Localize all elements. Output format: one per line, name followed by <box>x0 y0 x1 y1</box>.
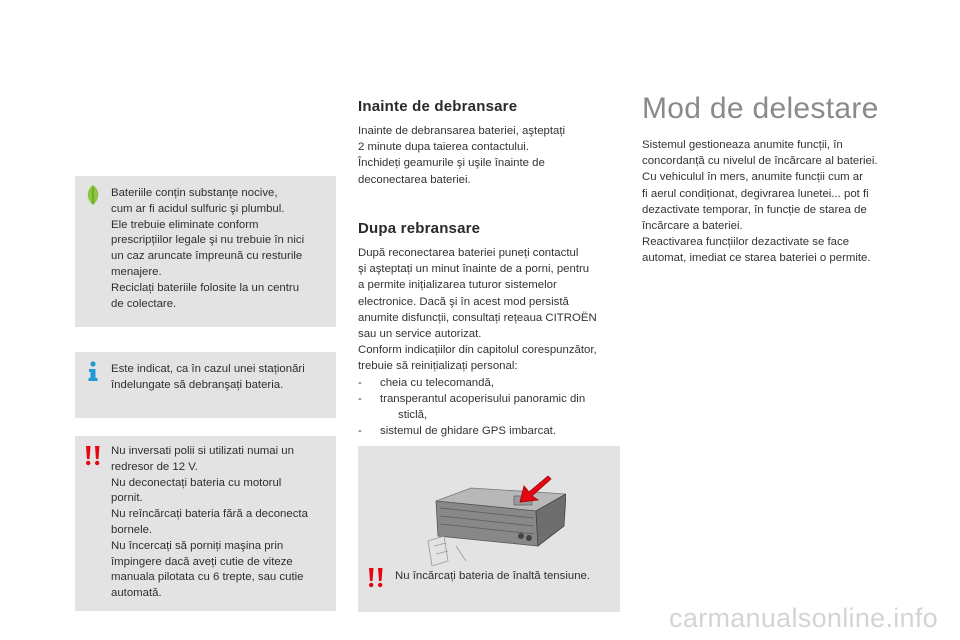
warning-note-line: manuala pilotata cu 6 trepte, sau cutie <box>111 571 304 584</box>
before-line: Inainte de debransarea bateriei, aşteptați <box>358 125 566 137</box>
main-line: dezactivate temporar, în funcție de starea de <box>642 203 867 216</box>
warning-note-line: redresor de 12 V. <box>111 460 198 473</box>
after-line: a permite inițializarea tuturor sistemelor <box>358 279 557 292</box>
list-item-line: sticlă, <box>398 409 428 422</box>
list-item <box>358 375 628 391</box>
list-dash: - <box>358 425 362 438</box>
info-note-line: Este indicat, ca în cazul unei staționări <box>111 363 305 375</box>
section-title-before: Inainte de debransare <box>358 98 518 115</box>
warning-icon <box>83 444 103 466</box>
main-line: Reactivarea funcțiilor dezactivate se face <box>642 236 850 249</box>
main-line: încărcare a bateriei. <box>642 220 743 233</box>
list-item-line: cheia cu telecomandă, <box>380 376 494 389</box>
eco-note-line: prescripțiilor legale şi nu trebuie în nici <box>111 234 305 247</box>
eco-note-line: Ele trebuie eliminate conform <box>111 218 259 231</box>
main-line: Sistemul gestioneaza anumite funcții, în <box>642 139 843 151</box>
eco-note-line: cum ar fi acidul sulfuric şi plumbul. <box>111 202 285 215</box>
after-line: şi aşteptați un minut înainte de a porni, pentru <box>358 263 590 276</box>
main-line: concordanță cu nivelul de încărcare al bateriei. <box>642 155 878 168</box>
warning-note-line: împingere dacă aveți cutie de viteze <box>111 555 293 568</box>
list-item-line: transperantul acoperisului panoramic din <box>380 392 586 405</box>
list-item-text <box>380 375 494 391</box>
warning-note-line: Nu inversati polii si utilizati numai un <box>111 445 294 457</box>
warning-note-line: Nu încercați să porniți maşina prin <box>111 539 284 552</box>
watermark: carmanualsonline.info <box>669 603 938 633</box>
eco-note-line: menajere. <box>111 265 162 278</box>
warning-note-line: Nu deconectați bateria cu motorul <box>111 476 282 489</box>
after-line: După reconectarea bateriei puneți contactul <box>358 247 579 259</box>
main-line: fi aerul condiționat, degivrarea lunetei... pot fi <box>642 187 869 200</box>
warning-note-text <box>111 444 326 602</box>
after-line: trebuie să reinițializați personal: <box>358 360 518 373</box>
eco-note-line: Reciclați bateriile folosite la un centru <box>111 281 300 294</box>
before-line: 2 minute dupa taierea contactului. <box>358 141 529 154</box>
after-line: anumite disfuncții, consultați rețeaua CITROËN <box>358 311 597 324</box>
eco-note-text <box>111 186 326 312</box>
info-note-line: îndelungate să debranşați bateria. <box>111 378 284 391</box>
warning-note-line: Nu reîncărcați bateria fără a deconecta <box>111 508 308 521</box>
main-paragraph <box>642 137 922 267</box>
list-dash: - <box>358 392 362 405</box>
page-title: Mod de delestare <box>642 92 879 125</box>
after-line: sau un service autorizat. <box>358 328 482 341</box>
list-dash: - <box>358 376 362 389</box>
warning-note-line: bornele. <box>111 523 153 536</box>
eco-note-line: Bateriile conțin substanțe nocive, <box>111 187 278 199</box>
warning-note-line: pornit. <box>111 492 143 505</box>
leaf-icon <box>83 184 103 206</box>
info-icon <box>83 360 103 382</box>
main-line: Cu vehiculul în mers, anumite funcții cum ar <box>642 171 863 184</box>
after-line: electronice. Dacă şi în acest mod persistă <box>358 295 569 308</box>
list-item-line: sistemul de ghidare GPS imbarcat. <box>380 425 556 438</box>
list-item <box>358 423 628 439</box>
before-section-text <box>358 123 618 188</box>
before-line: deconectarea bateriei. <box>358 173 471 186</box>
eco-note-line: un caz aruncate împreună cu resturile <box>111 250 303 263</box>
before-line: Închideți geamurile şi uşile înainte de <box>358 157 545 170</box>
section-title-after: Dupa rebransare <box>358 220 481 237</box>
eco-note-line: de colectare. <box>111 297 177 310</box>
info-note-box <box>75 352 336 418</box>
warning-note-box <box>75 436 336 611</box>
main-line: automat, imediat ce starea bateriei o permite. <box>642 252 871 265</box>
warning-note-line: automată. <box>111 587 162 600</box>
info-note-text <box>111 362 326 394</box>
battery-illustration <box>358 446 620 612</box>
list-item <box>358 391 628 423</box>
list-item-text <box>380 391 585 423</box>
after-line: Conform indicațiilor din capitolul corespunzător, <box>358 344 597 357</box>
red-arrow-icon <box>518 474 552 504</box>
list-item-text <box>380 423 556 439</box>
eco-note-box <box>75 176 336 327</box>
image-warning-icon <box>366 566 386 588</box>
after-section-text <box>358 245 628 439</box>
image-warning-text: Nu încărcați bateria de înaltă tensiune. <box>395 570 591 582</box>
